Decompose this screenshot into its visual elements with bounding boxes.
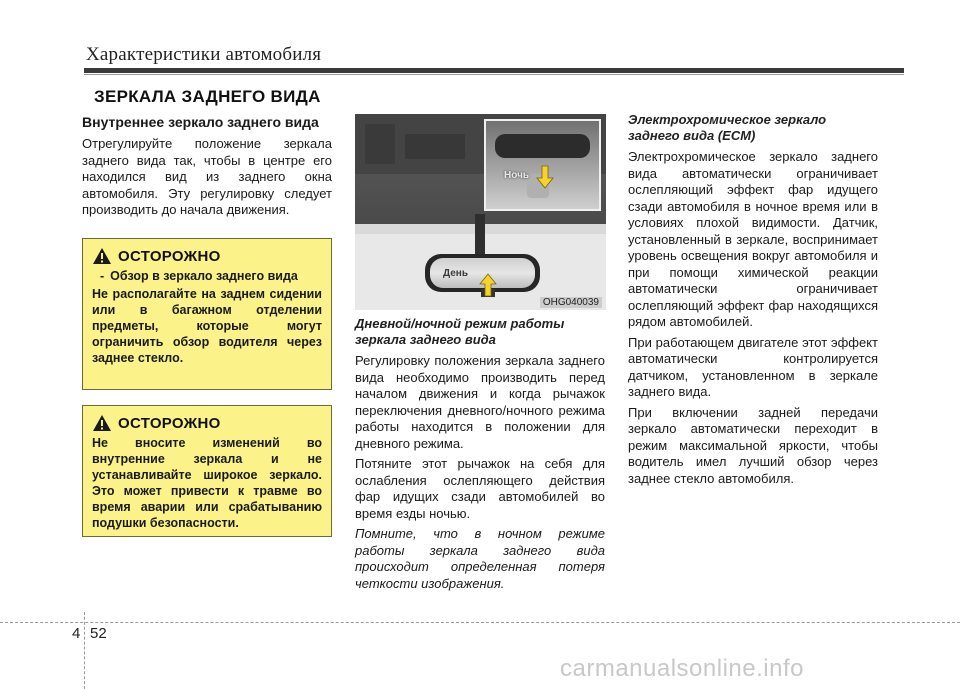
column-1 bbox=[82, 114, 332, 223]
col1-paragraph: Отрегулируйте положение зеркала заднего вида так, чтобы в центре его находился вид из заднего окна автомобиля. Эту регулировку следует производить до начала движения. bbox=[82, 136, 332, 217]
warning-text: Не вносите изменений во внутренние зеркала и не устанавливайте широкое зеркало. Это может привести к травме во время аварии или срабатыванию подушки безопасности. bbox=[92, 436, 322, 530]
page-chapter: 4 bbox=[72, 625, 81, 642]
warning-bullet: - bbox=[100, 269, 105, 283]
warning-title: ОСТОРОЖНО bbox=[118, 247, 221, 265]
warning-box-1 bbox=[82, 238, 332, 390]
col1-subhead: Внутреннее зеркало заднего вида bbox=[82, 114, 319, 130]
column-2 bbox=[355, 316, 605, 596]
warning-box-2 bbox=[82, 405, 332, 537]
col2-paragraph-2: Потяните этот рычажок на себя для ослабления ослепляющего действия фар идущих сзади автомобилей во время езды ночью. bbox=[355, 456, 605, 521]
warning-triangle-icon bbox=[92, 247, 112, 265]
header-rule bbox=[84, 68, 904, 73]
warning-text: Не располагайте на заднем сидении или в багажном отделении предметы, которые могут ограничить обзор водителя через заднее стекло. bbox=[92, 287, 322, 365]
warning-header bbox=[92, 414, 322, 432]
mirror-figure bbox=[355, 114, 606, 310]
col3-paragraph-1: Электрохромическое зеркало заднего вида автоматически ограничивает ослепляющий эффект фар идущего сзади автомобиля в ночное время или в условиях плохой видимости. Датчик, установленный в зеркале, воспринимает уровень освещения вокруг автомобиля и при помощи химической реакции автоматически ограничивает ослепляющий эффект фар находящихся рядом автомобилей. bbox=[628, 149, 878, 329]
figure-label-day: День bbox=[443, 268, 468, 279]
col3-paragraph-3: При включении задней передачи зеркало автоматически переходит в режим максимальной яркости, чтобы водитель имел лучший обзор через заднее стекло автомобиля. bbox=[628, 404, 878, 486]
page-number: 52 bbox=[90, 625, 107, 642]
section-title: ЗЕРКАЛА ЗАДНЕГО ВИДА bbox=[94, 87, 321, 106]
col2-paragraph-1: Регулировку положения зеркала заднего вида необходимо производить перед началом движения и когда рычажок переключения дневного/ночного режима работы находится в положении для дневного режима. bbox=[355, 353, 605, 451]
col3-paragraph-2: При работающем двигателе этот эффект автоматически контролируется датчиком, установленном в зеркале заднего вида. bbox=[628, 334, 878, 399]
footer-rule bbox=[0, 622, 960, 623]
col3-subhead: Электрохромическое зеркало заднего вида (ECM) bbox=[628, 112, 827, 143]
warning-subtitle-text: Обзор в зеркало заднего вида bbox=[110, 269, 298, 283]
warning-title: ОСТОРОЖНО bbox=[118, 414, 221, 432]
column-3 bbox=[628, 112, 878, 491]
col2-paragraph-3: Помните, что в ночном режиме работы зеркала заднего вида происходит определенная потеря четкости изображения. bbox=[355, 526, 605, 591]
col2-subhead: Дневной/ночной режим работы зеркала заднего вида bbox=[355, 316, 565, 347]
header-title: Характеристики автомобиля bbox=[86, 44, 322, 65]
watermark: carmanualsonline.info bbox=[560, 655, 804, 682]
header-rule-thin bbox=[84, 74, 904, 75]
mirror-photo bbox=[355, 114, 606, 310]
warning-header bbox=[92, 247, 322, 265]
figure-label-night: Ночь bbox=[504, 170, 530, 181]
warning-subtitle bbox=[92, 268, 322, 284]
footer-vertical-rule bbox=[84, 612, 85, 689]
figure-code: OHG040039 bbox=[540, 297, 602, 308]
warning-triangle-icon bbox=[92, 414, 112, 432]
